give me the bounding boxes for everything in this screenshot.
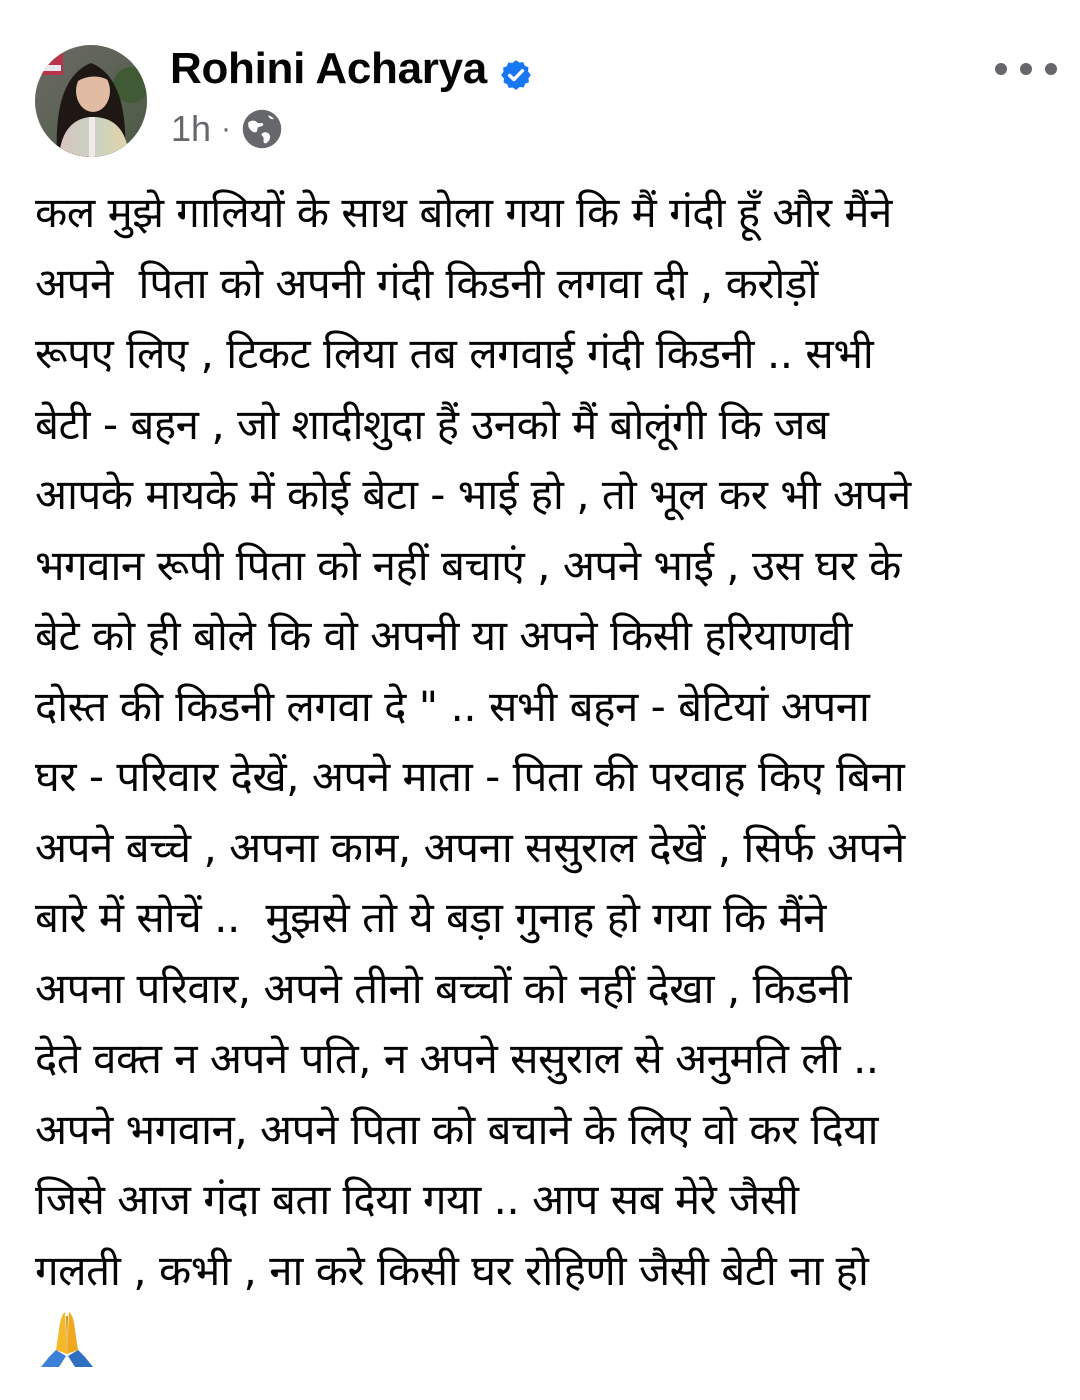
more-options-button[interactable] — [995, 55, 1057, 83]
more-options-dot — [1020, 63, 1032, 75]
profile-photo-icon — [35, 45, 147, 157]
post-text-line: जिसे आज गंदा बता दिया गया .. आप सब मेरे जैसी — [35, 1175, 799, 1224]
post-text-line: देते वक्त न अपने पति, न अपने ससुराल से अनुमति ली .. — [35, 1034, 879, 1083]
author-name-link[interactable] — [170, 44, 533, 94]
post-text-line: अपना परिवार, अपने तीनो बच्चों को नहीं देखा , किडनी — [35, 963, 851, 1013]
post-header — [0, 0, 1080, 170]
post-text-line: कल मुझे गालियों के साथ बोला गया कि मैं गंदी हूँ और मैंने — [35, 188, 892, 237]
post-text-line: आपके मायके में कोई बेटा - भाई हो , तो भूल कर भी अपने — [35, 470, 911, 519]
author-name: Rohini Acharya — [170, 44, 487, 93]
post-body-text — [35, 178, 1055, 1376]
post-text-line: अपने भगवान, अपने पिता को बचाने के लिए वो कर दिया — [35, 1104, 879, 1154]
meta-separator: · — [221, 112, 232, 145]
folded-hands-emoji-icon — [35, 1310, 99, 1370]
post-text-line: भगवान रूपी पिता को नहीं बचाएं , अपने भाई , उस घर के — [35, 540, 901, 590]
post-text-line: रूपए लिए , टिकट लिया तब लगवाई गंदी किडनी .. सभी — [35, 329, 874, 378]
post-meta — [171, 108, 283, 150]
globe-icon[interactable] — [241, 108, 283, 150]
post-text-line: घर - परिवार देखें, अपने माता - पिता की परवाह किए बिना — [35, 752, 905, 801]
verified-badge-icon — [499, 53, 533, 87]
post-text-line: अपने पिता को अपनी गंदी किडनी लगवा दी , करोड़ों — [35, 258, 818, 308]
post-text-line: अपने बच्चे , अपना काम, अपना ससुराल देखें , सिर्फ अपने — [35, 822, 905, 872]
more-options-dot — [1045, 63, 1057, 75]
more-options-dot — [995, 63, 1007, 75]
author-avatar[interactable] — [35, 45, 147, 157]
post-timestamp[interactable]: 1h — [171, 108, 212, 149]
post-text-line: बेटी - बहन , जो शादीशुदा हैं उनको मैं बोलूंगी कि जब — [35, 399, 829, 449]
post-text-line: दोस्त की किडनी लगवा दे " .. सभी बहन - बेटियां अपना — [35, 681, 870, 731]
post-text-line: गलती , कभी , ना करे किसी घर रोहिणी जैसी बेटी ना हो — [35, 1245, 869, 1295]
emoji-line — [35, 1306, 1055, 1376]
post-text-line: बारे में सोचें .. मुझसे तो ये बड़ा गुनाह हो गया कि मैंने — [35, 893, 826, 942]
post-text-line: बेटे को ही बोले कि वो अपनी या अपने किसी हरियाणवी — [35, 611, 852, 660]
